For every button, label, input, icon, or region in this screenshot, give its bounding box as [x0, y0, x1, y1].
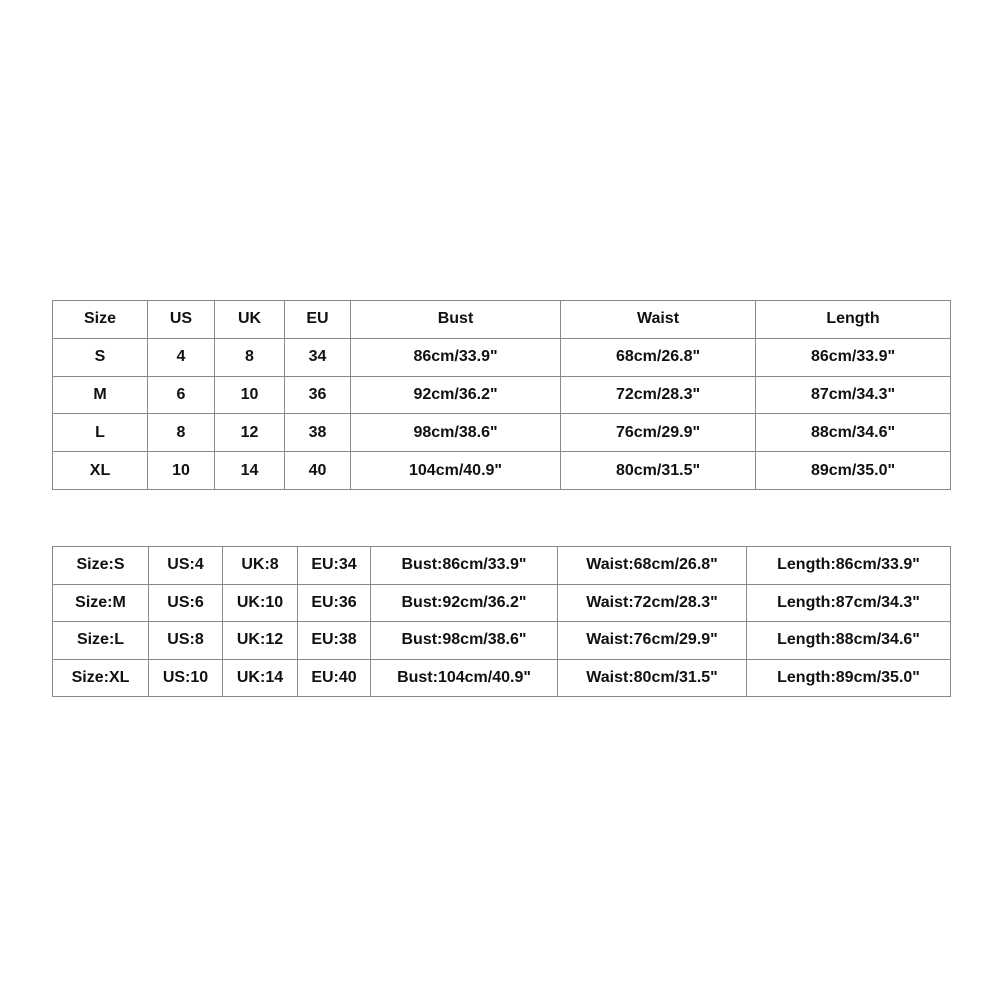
table-cell: 40 — [285, 452, 351, 490]
table-cell: L — [53, 414, 148, 452]
table-cell: 80cm/31.5" — [561, 452, 756, 490]
table-cell: 68cm/26.8" — [561, 338, 756, 376]
table-cell: 14 — [215, 452, 285, 490]
table-cell: Length:87cm/34.3" — [747, 584, 951, 622]
table-cell: Length:89cm/35.0" — [747, 659, 951, 697]
table-cell: Size:XL — [53, 659, 149, 697]
table-cell: Waist:76cm/29.9" — [558, 622, 747, 660]
table-cell: Waist:80cm/31.5" — [558, 659, 747, 697]
table-cell: XL — [53, 452, 148, 490]
table-header-row — [53, 301, 951, 339]
table-cell: 76cm/29.9" — [561, 414, 756, 452]
table-cell: Length:86cm/33.9" — [747, 547, 951, 585]
table-cell: Waist:68cm/26.8" — [558, 547, 747, 585]
table-row — [53, 584, 951, 622]
table-cell: 10 — [148, 452, 215, 490]
header-cell-us: US — [148, 301, 215, 339]
header-cell-uk: UK — [215, 301, 285, 339]
table-row — [53, 659, 951, 697]
table-cell: 88cm/34.6" — [756, 414, 951, 452]
table-cell: 6 — [148, 376, 215, 414]
header-cell-size: Size — [53, 301, 148, 339]
table-cell: 86cm/33.9" — [756, 338, 951, 376]
size-chart-table-numeric — [52, 300, 951, 490]
table-cell: 72cm/28.3" — [561, 376, 756, 414]
table-cell: EU:34 — [298, 547, 371, 585]
table-row — [53, 547, 951, 585]
table-cell: EU:36 — [298, 584, 371, 622]
table-cell: M — [53, 376, 148, 414]
table-cell: UK:8 — [223, 547, 298, 585]
table-cell: 92cm/36.2" — [351, 376, 561, 414]
table-cell: Bust:86cm/33.9" — [371, 547, 558, 585]
table-row — [53, 376, 951, 414]
header-cell-waist: Waist — [561, 301, 756, 339]
table-cell: 104cm/40.9" — [351, 452, 561, 490]
table-cell: US:10 — [149, 659, 223, 697]
table-cell: US:8 — [149, 622, 223, 660]
table-cell: UK:10 — [223, 584, 298, 622]
table-cell: EU:40 — [298, 659, 371, 697]
table-cell: UK:14 — [223, 659, 298, 697]
header-cell-length: Length — [756, 301, 951, 339]
table-row — [53, 622, 951, 660]
table-cell: Size:S — [53, 547, 149, 585]
table-cell: 38 — [285, 414, 351, 452]
table-cell: 98cm/38.6" — [351, 414, 561, 452]
table-cell: Bust:98cm/38.6" — [371, 622, 558, 660]
table-cell: Waist:72cm/28.3" — [558, 584, 747, 622]
table-row — [53, 452, 951, 490]
table-cell: 89cm/35.0" — [756, 452, 951, 490]
table-cell: 8 — [215, 338, 285, 376]
table-cell: 87cm/34.3" — [756, 376, 951, 414]
table-row — [53, 338, 951, 376]
size-chart-table-labeled — [52, 546, 951, 697]
table-cell: 86cm/33.9" — [351, 338, 561, 376]
table-cell: 34 — [285, 338, 351, 376]
table-cell: US:4 — [149, 547, 223, 585]
table-cell: 36 — [285, 376, 351, 414]
table-cell: 12 — [215, 414, 285, 452]
table-cell: UK:12 — [223, 622, 298, 660]
table-cell: EU:38 — [298, 622, 371, 660]
table-cell: Size:M — [53, 584, 149, 622]
table-cell: Bust:104cm/40.9" — [371, 659, 558, 697]
table-cell: US:6 — [149, 584, 223, 622]
header-cell-bust: Bust — [351, 301, 561, 339]
table-cell: 8 — [148, 414, 215, 452]
table-row — [53, 414, 951, 452]
table-cell: Length:88cm/34.6" — [747, 622, 951, 660]
table-cell: S — [53, 338, 148, 376]
table-cell: 4 — [148, 338, 215, 376]
table-cell: Size:L — [53, 622, 149, 660]
header-cell-eu: EU — [285, 301, 351, 339]
table-cell: Bust:92cm/36.2" — [371, 584, 558, 622]
table-cell: 10 — [215, 376, 285, 414]
